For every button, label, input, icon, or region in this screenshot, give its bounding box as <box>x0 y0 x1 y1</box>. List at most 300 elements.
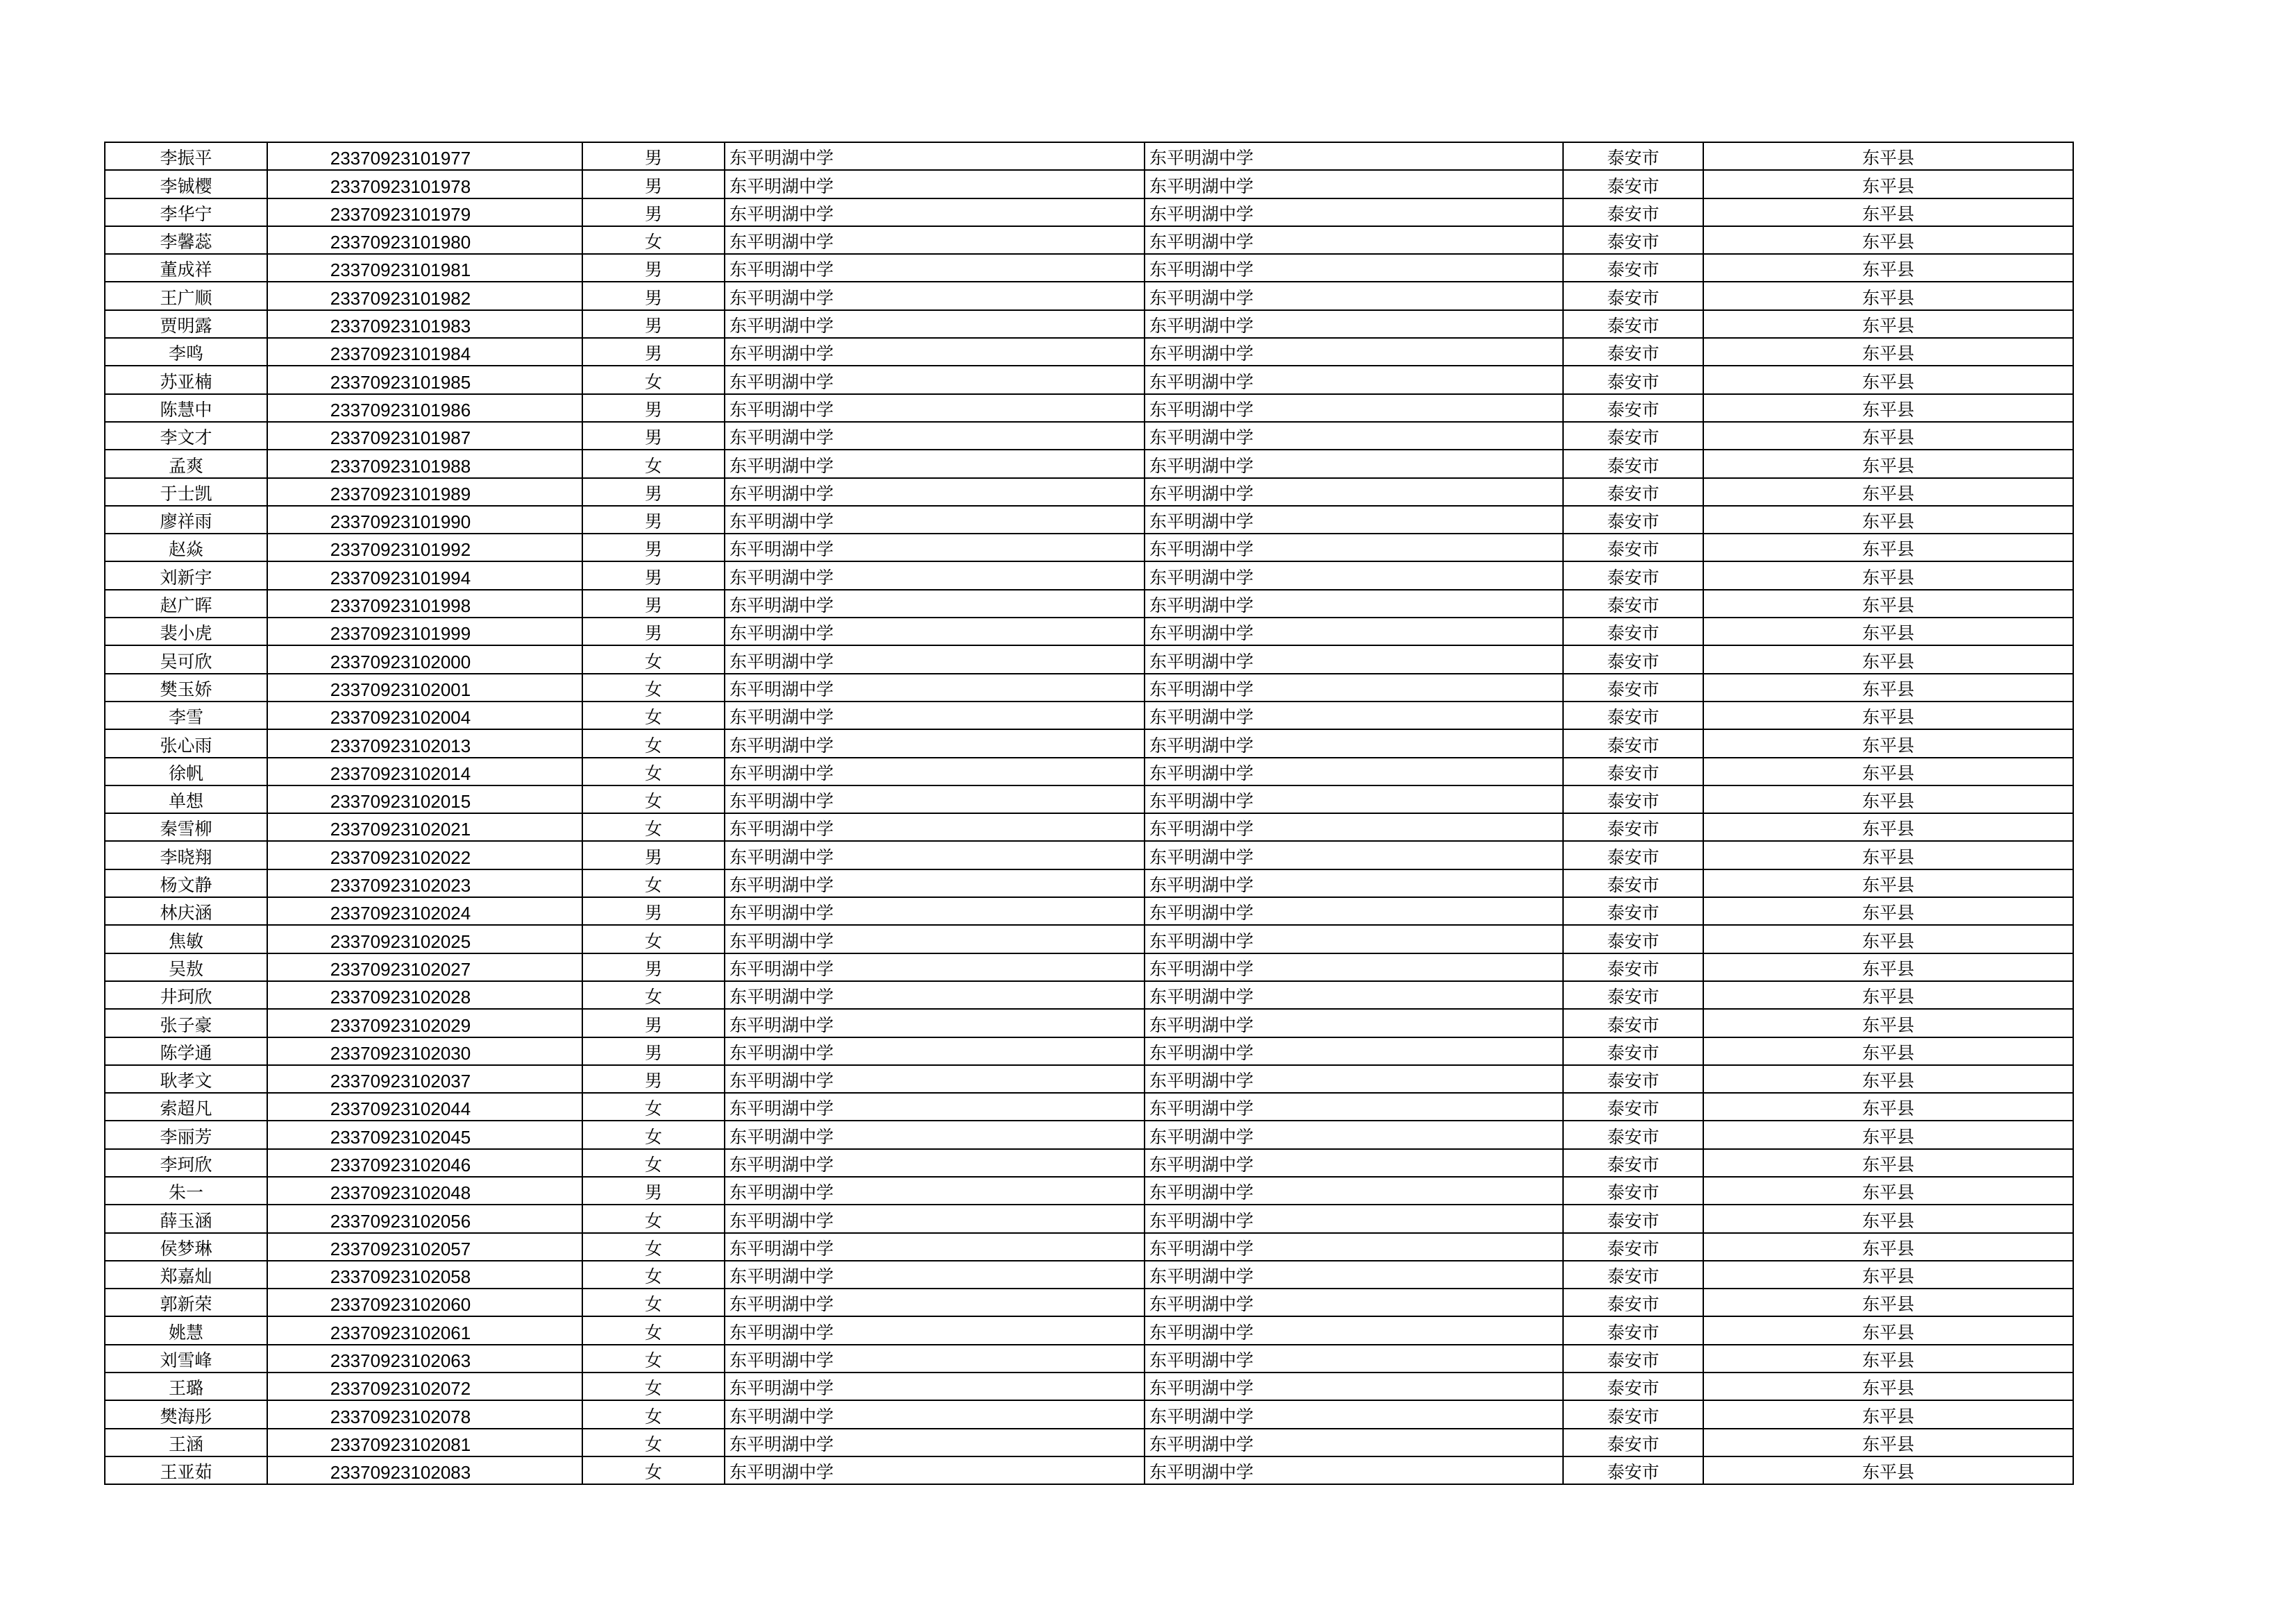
county-cell: 东平县 <box>1703 1289 2073 1316</box>
county-cell: 东平县 <box>1703 618 2073 645</box>
county-cell: 东平县 <box>1703 1456 2073 1484</box>
school-cell: 东平明湖中学 <box>725 1400 1145 1428</box>
county-cell: 东平县 <box>1703 282 2073 309</box>
exam-number-cell: 23370923102025 <box>267 925 582 953</box>
county-cell: 东平县 <box>1703 1400 2073 1428</box>
county-cell: 东平县 <box>1703 1149 2073 1177</box>
county-cell: 东平县 <box>1703 758 2073 785</box>
exam-site-cell: 东平明湖中学 <box>1145 561 1563 589</box>
school-cell: 东平明湖中学 <box>725 226 1145 254</box>
exam-site-cell: 东平明湖中学 <box>1145 925 1563 953</box>
county-cell: 东平县 <box>1703 338 2073 366</box>
exam-site-cell: 东平明湖中学 <box>1145 869 1563 897</box>
exam-number-cell: 23370923102014 <box>267 758 582 785</box>
city-cell: 泰安市 <box>1563 674 1703 702</box>
county-cell: 东平县 <box>1703 590 2073 618</box>
gender-cell: 女 <box>582 1373 725 1400</box>
gender-cell: 女 <box>582 758 725 785</box>
gender-cell: 男 <box>582 478 725 506</box>
exam-site-cell: 东平明湖中学 <box>1145 310 1563 338</box>
table-row <box>105 1149 2073 1177</box>
roster-table <box>104 142 2074 1485</box>
gender-cell: 女 <box>582 366 725 393</box>
exam-site-cell: 东平明湖中学 <box>1145 897 1563 925</box>
school-cell: 东平明湖中学 <box>725 478 1145 506</box>
exam-number-cell: 23370923102024 <box>267 897 582 925</box>
exam-site-cell: 东平明湖中学 <box>1145 478 1563 506</box>
student-name-cell: 杨文静 <box>105 869 267 897</box>
table-row <box>105 925 2073 953</box>
school-cell: 东平明湖中学 <box>725 981 1145 1009</box>
exam-site-cell: 东平明湖中学 <box>1145 785 1563 813</box>
exam-number-cell: 23370923102023 <box>267 869 582 897</box>
exam-number-cell: 23370923101977 <box>267 142 582 170</box>
exam-number-cell: 23370923101988 <box>267 450 582 477</box>
school-cell: 东平明湖中学 <box>725 841 1145 869</box>
county-cell: 东平县 <box>1703 674 2073 702</box>
exam-site-cell: 东平明湖中学 <box>1145 590 1563 618</box>
school-cell: 东平明湖中学 <box>725 1316 1145 1344</box>
city-cell: 泰安市 <box>1563 1373 1703 1400</box>
exam-site-cell: 东平明湖中学 <box>1145 1456 1563 1484</box>
exam-number-cell: 23370923101994 <box>267 561 582 589</box>
city-cell: 泰安市 <box>1563 1345 1703 1373</box>
exam-number-cell: 23370923101984 <box>267 338 582 366</box>
table-row <box>105 729 2073 757</box>
student-name-cell: 孟爽 <box>105 450 267 477</box>
school-cell: 东平明湖中学 <box>725 758 1145 785</box>
exam-number-cell: 23370923101998 <box>267 590 582 618</box>
student-name-cell: 林庆涵 <box>105 897 267 925</box>
exam-number-cell: 23370923102046 <box>267 1149 582 1177</box>
school-cell: 东平明湖中学 <box>725 254 1145 282</box>
city-cell: 泰安市 <box>1563 170 1703 198</box>
school-cell: 东平明湖中学 <box>725 1261 1145 1289</box>
county-cell: 东平县 <box>1703 561 2073 589</box>
exam-site-cell: 东平明湖中学 <box>1145 1400 1563 1428</box>
table-row <box>105 758 2073 785</box>
city-cell: 泰安市 <box>1563 841 1703 869</box>
student-name-cell: 姚慧 <box>105 1316 267 1344</box>
exam-site-cell: 东平明湖中学 <box>1145 1429 1563 1456</box>
student-name-cell: 张子豪 <box>105 1009 267 1037</box>
student-name-cell: 赵广晖 <box>105 590 267 618</box>
county-cell: 东平县 <box>1703 422 2073 450</box>
table-row <box>105 1177 2073 1205</box>
student-name-cell: 吴可欣 <box>105 645 267 673</box>
exam-site-cell: 东平明湖中学 <box>1145 1009 1563 1037</box>
exam-number-cell: 23370923102057 <box>267 1233 582 1261</box>
school-cell: 东平明湖中学 <box>725 897 1145 925</box>
county-cell: 东平县 <box>1703 254 2073 282</box>
county-cell: 东平县 <box>1703 645 2073 673</box>
student-name-cell: 李珂欣 <box>105 1149 267 1177</box>
city-cell: 泰安市 <box>1563 813 1703 841</box>
gender-cell: 女 <box>582 702 725 729</box>
student-name-cell: 王璐 <box>105 1373 267 1400</box>
city-cell: 泰安市 <box>1563 1093 1703 1121</box>
exam-number-cell: 23370923102037 <box>267 1065 582 1093</box>
city-cell: 泰安市 <box>1563 645 1703 673</box>
exam-site-cell: 东平明湖中学 <box>1145 813 1563 841</box>
student-name-cell: 陈学通 <box>105 1037 267 1065</box>
table-row <box>105 1373 2073 1400</box>
table-row <box>105 1400 2073 1428</box>
school-cell: 东平明湖中学 <box>725 1121 1145 1148</box>
county-cell: 东平县 <box>1703 1316 2073 1344</box>
city-cell: 泰安市 <box>1563 1233 1703 1261</box>
gender-cell: 男 <box>582 1065 725 1093</box>
city-cell: 泰安市 <box>1563 198 1703 226</box>
county-cell: 东平县 <box>1703 478 2073 506</box>
gender-cell: 男 <box>582 506 725 534</box>
school-cell: 东平明湖中学 <box>725 1233 1145 1261</box>
school-cell: 东平明湖中学 <box>725 1205 1145 1232</box>
exam-site-cell: 东平明湖中学 <box>1145 645 1563 673</box>
student-name-cell: 李丽芳 <box>105 1121 267 1148</box>
city-cell: 泰安市 <box>1563 1177 1703 1205</box>
city-cell: 泰安市 <box>1563 338 1703 366</box>
student-name-cell: 裴小虎 <box>105 618 267 645</box>
city-cell: 泰安市 <box>1563 729 1703 757</box>
school-cell: 东平明湖中学 <box>725 702 1145 729</box>
city-cell: 泰安市 <box>1563 282 1703 309</box>
exam-site-cell: 东平明湖中学 <box>1145 450 1563 477</box>
exam-site-cell: 东平明湖中学 <box>1145 338 1563 366</box>
city-cell: 泰安市 <box>1563 394 1703 422</box>
exam-site-cell: 东平明湖中学 <box>1145 1177 1563 1205</box>
school-cell: 东平明湖中学 <box>725 450 1145 477</box>
city-cell: 泰安市 <box>1563 897 1703 925</box>
student-name-cell: 赵焱 <box>105 534 267 561</box>
county-cell: 东平县 <box>1703 1065 2073 1093</box>
city-cell: 泰安市 <box>1563 1009 1703 1037</box>
table-row <box>105 1316 2073 1344</box>
gender-cell: 女 <box>582 1429 725 1456</box>
exam-site-cell: 东平明湖中学 <box>1145 1093 1563 1121</box>
school-cell: 东平明湖中学 <box>725 1345 1145 1373</box>
school-cell: 东平明湖中学 <box>725 1149 1145 1177</box>
gender-cell: 男 <box>582 590 725 618</box>
gender-cell: 女 <box>582 785 725 813</box>
student-name-cell: 贾明露 <box>105 310 267 338</box>
exam-number-cell: 23370923102083 <box>267 1456 582 1484</box>
exam-site-cell: 东平明湖中学 <box>1145 1316 1563 1344</box>
exam-number-cell: 23370923102004 <box>267 702 582 729</box>
school-cell: 东平明湖中学 <box>725 1456 1145 1484</box>
exam-site-cell: 东平明湖中学 <box>1145 1205 1563 1232</box>
student-name-cell: 董成祥 <box>105 254 267 282</box>
school-cell: 东平明湖中学 <box>725 338 1145 366</box>
school-cell: 东平明湖中学 <box>725 645 1145 673</box>
table-row <box>105 561 2073 589</box>
exam-site-cell: 东平明湖中学 <box>1145 674 1563 702</box>
student-name-cell: 李雪 <box>105 702 267 729</box>
exam-number-cell: 23370923101982 <box>267 282 582 309</box>
exam-number-cell: 23370923102001 <box>267 674 582 702</box>
city-cell: 泰安市 <box>1563 702 1703 729</box>
gender-cell: 男 <box>582 170 725 198</box>
exam-site-cell: 东平明湖中学 <box>1145 1149 1563 1177</box>
school-cell: 东平明湖中学 <box>725 729 1145 757</box>
exam-number-cell: 23370923102028 <box>267 981 582 1009</box>
gender-cell: 男 <box>582 1009 725 1037</box>
student-name-cell: 苏亚楠 <box>105 366 267 393</box>
city-cell: 泰安市 <box>1563 1316 1703 1344</box>
exam-site-cell: 东平明湖中学 <box>1145 394 1563 422</box>
student-name-cell: 王广顺 <box>105 282 267 309</box>
table-row <box>105 1121 2073 1148</box>
table-row <box>105 1205 2073 1232</box>
exam-site-cell: 东平明湖中学 <box>1145 254 1563 282</box>
exam-number-cell: 23370923101978 <box>267 170 582 198</box>
school-cell: 东平明湖中学 <box>725 1065 1145 1093</box>
school-cell: 东平明湖中学 <box>725 1093 1145 1121</box>
city-cell: 泰安市 <box>1563 450 1703 477</box>
school-cell: 东平明湖中学 <box>725 953 1145 981</box>
county-cell: 东平县 <box>1703 953 2073 981</box>
table-row <box>105 869 2073 897</box>
exam-site-cell: 东平明湖中学 <box>1145 1289 1563 1316</box>
exam-number-cell: 23370923102063 <box>267 1345 582 1373</box>
gender-cell: 男 <box>582 953 725 981</box>
school-cell: 东平明湖中学 <box>725 366 1145 393</box>
student-name-cell: 徐帆 <box>105 758 267 785</box>
table-row <box>105 1065 2073 1093</box>
exam-number-cell: 23370923102022 <box>267 841 582 869</box>
city-cell: 泰安市 <box>1563 869 1703 897</box>
gender-cell: 女 <box>582 1233 725 1261</box>
gender-cell: 男 <box>582 841 725 869</box>
student-name-cell: 刘新宇 <box>105 561 267 589</box>
school-cell: 东平明湖中学 <box>725 198 1145 226</box>
student-name-cell: 刘雪峰 <box>105 1345 267 1373</box>
school-cell: 东平明湖中学 <box>725 534 1145 561</box>
gender-cell: 女 <box>582 1400 725 1428</box>
gender-cell: 男 <box>582 338 725 366</box>
gender-cell: 男 <box>582 1037 725 1065</box>
student-name-cell: 樊海彤 <box>105 1400 267 1428</box>
table-row <box>105 981 2073 1009</box>
school-cell: 东平明湖中学 <box>725 1177 1145 1205</box>
exam-number-cell: 23370923102000 <box>267 645 582 673</box>
county-cell: 东平县 <box>1703 142 2073 170</box>
school-cell: 东平明湖中学 <box>725 618 1145 645</box>
city-cell: 泰安市 <box>1563 981 1703 1009</box>
student-name-cell: 王亚茹 <box>105 1456 267 1484</box>
exam-number-cell: 23370923101992 <box>267 534 582 561</box>
table-row <box>105 1345 2073 1373</box>
table-row <box>105 366 2073 393</box>
exam-number-cell: 23370923102061 <box>267 1316 582 1344</box>
county-cell: 东平县 <box>1703 1261 2073 1289</box>
exam-number-cell: 23370923101986 <box>267 394 582 422</box>
city-cell: 泰安市 <box>1563 142 1703 170</box>
exam-number-cell: 23370923101985 <box>267 366 582 393</box>
school-cell: 东平明湖中学 <box>725 674 1145 702</box>
table-row <box>105 450 2073 477</box>
gender-cell: 男 <box>582 394 725 422</box>
county-cell: 东平县 <box>1703 1177 2073 1205</box>
student-name-cell: 李晓翔 <box>105 841 267 869</box>
exam-site-cell: 东平明湖中学 <box>1145 1065 1563 1093</box>
exam-number-cell: 23370923102078 <box>267 1400 582 1428</box>
school-cell: 东平明湖中学 <box>725 925 1145 953</box>
table-row <box>105 170 2073 198</box>
gender-cell: 男 <box>582 897 725 925</box>
city-cell: 泰安市 <box>1563 1289 1703 1316</box>
county-cell: 东平县 <box>1703 450 2073 477</box>
exam-site-cell: 东平明湖中学 <box>1145 618 1563 645</box>
exam-number-cell: 23370923102056 <box>267 1205 582 1232</box>
exam-site-cell: 东平明湖中学 <box>1145 953 1563 981</box>
gender-cell: 女 <box>582 1345 725 1373</box>
school-cell: 东平明湖中学 <box>725 170 1145 198</box>
student-name-cell: 郑嘉灿 <box>105 1261 267 1289</box>
school-cell: 东平明湖中学 <box>725 1037 1145 1065</box>
city-cell: 泰安市 <box>1563 1121 1703 1148</box>
table-row <box>105 478 2073 506</box>
gender-cell: 男 <box>582 282 725 309</box>
gender-cell: 女 <box>582 1093 725 1121</box>
gender-cell: 男 <box>582 1177 725 1205</box>
exam-site-cell: 东平明湖中学 <box>1145 1345 1563 1373</box>
gender-cell: 男 <box>582 254 725 282</box>
county-cell: 东平县 <box>1703 534 2073 561</box>
school-cell: 东平明湖中学 <box>725 813 1145 841</box>
exam-number-cell: 23370923102081 <box>267 1429 582 1456</box>
city-cell: 泰安市 <box>1563 590 1703 618</box>
city-cell: 泰安市 <box>1563 478 1703 506</box>
table-row <box>105 254 2073 282</box>
county-cell: 东平县 <box>1703 841 2073 869</box>
county-cell: 东平县 <box>1703 506 2073 534</box>
exam-number-cell: 23370923101987 <box>267 422 582 450</box>
city-cell: 泰安市 <box>1563 1037 1703 1065</box>
exam-number-cell: 23370923102045 <box>267 1121 582 1148</box>
city-cell: 泰安市 <box>1563 925 1703 953</box>
exam-site-cell: 东平明湖中学 <box>1145 506 1563 534</box>
exam-site-cell: 东平明湖中学 <box>1145 170 1563 198</box>
gender-cell: 男 <box>582 561 725 589</box>
exam-number-cell: 23370923101989 <box>267 478 582 506</box>
table-row <box>105 506 2073 534</box>
gender-cell: 男 <box>582 198 725 226</box>
student-name-cell: 耿孝文 <box>105 1065 267 1093</box>
school-cell: 东平明湖中学 <box>725 142 1145 170</box>
table-row <box>105 590 2073 618</box>
city-cell: 泰安市 <box>1563 1261 1703 1289</box>
city-cell: 泰安市 <box>1563 226 1703 254</box>
exam-site-cell: 东平明湖中学 <box>1145 729 1563 757</box>
county-cell: 东平县 <box>1703 925 2073 953</box>
county-cell: 东平县 <box>1703 1009 2073 1037</box>
exam-site-cell: 东平明湖中学 <box>1145 226 1563 254</box>
table-row <box>105 897 2073 925</box>
student-name-cell: 李文才 <box>105 422 267 450</box>
exam-site-cell: 东平明湖中学 <box>1145 1233 1563 1261</box>
student-name-cell: 薛玉涵 <box>105 1205 267 1232</box>
table-row <box>105 1233 2073 1261</box>
table-row <box>105 198 2073 226</box>
gender-cell: 女 <box>582 729 725 757</box>
county-cell: 东平县 <box>1703 869 2073 897</box>
table-row <box>105 1456 2073 1484</box>
gender-cell: 女 <box>582 1205 725 1232</box>
exam-site-cell: 东平明湖中学 <box>1145 1373 1563 1400</box>
student-name-cell: 井珂欣 <box>105 981 267 1009</box>
table-row <box>105 841 2073 869</box>
gender-cell: 女 <box>582 450 725 477</box>
school-cell: 东平明湖中学 <box>725 506 1145 534</box>
gender-cell: 男 <box>582 618 725 645</box>
table-row <box>105 1289 2073 1316</box>
exam-number-cell: 23370923102030 <box>267 1037 582 1065</box>
student-name-cell: 樊玉娇 <box>105 674 267 702</box>
exam-number-cell: 23370923101983 <box>267 310 582 338</box>
exam-site-cell: 东平明湖中学 <box>1145 1037 1563 1065</box>
student-name-cell: 侯梦琳 <box>105 1233 267 1261</box>
county-cell: 东平县 <box>1703 813 2073 841</box>
student-name-cell: 李华宁 <box>105 198 267 226</box>
student-name-cell: 朱一 <box>105 1177 267 1205</box>
school-cell: 东平明湖中学 <box>725 1373 1145 1400</box>
city-cell: 泰安市 <box>1563 785 1703 813</box>
gender-cell: 男 <box>582 422 725 450</box>
exam-number-cell: 23370923102021 <box>267 813 582 841</box>
exam-number-cell: 23370923101980 <box>267 226 582 254</box>
student-name-cell: 李鸣 <box>105 338 267 366</box>
city-cell: 泰安市 <box>1563 1400 1703 1428</box>
exam-number-cell: 23370923102048 <box>267 1177 582 1205</box>
school-cell: 东平明湖中学 <box>725 1429 1145 1456</box>
table-row <box>105 1093 2073 1121</box>
school-cell: 东平明湖中学 <box>725 590 1145 618</box>
exam-site-cell: 东平明湖中学 <box>1145 282 1563 309</box>
gender-cell: 男 <box>582 142 725 170</box>
student-name-cell: 王涵 <box>105 1429 267 1456</box>
exam-site-cell: 东平明湖中学 <box>1145 422 1563 450</box>
table-row <box>105 226 2073 254</box>
school-cell: 东平明湖中学 <box>725 561 1145 589</box>
exam-number-cell: 23370923101981 <box>267 254 582 282</box>
city-cell: 泰安市 <box>1563 1065 1703 1093</box>
county-cell: 东平县 <box>1703 1373 2073 1400</box>
student-name-cell: 单想 <box>105 785 267 813</box>
table-row <box>105 785 2073 813</box>
exam-site-cell: 东平明湖中学 <box>1145 841 1563 869</box>
county-cell: 东平县 <box>1703 1429 2073 1456</box>
exam-number-cell: 23370923102058 <box>267 1261 582 1289</box>
exam-site-cell: 东平明湖中学 <box>1145 1261 1563 1289</box>
table-row <box>105 1009 2073 1037</box>
school-cell: 东平明湖中学 <box>725 422 1145 450</box>
gender-cell: 女 <box>582 925 725 953</box>
student-name-cell: 李铖樱 <box>105 170 267 198</box>
gender-cell: 男 <box>582 310 725 338</box>
gender-cell: 女 <box>582 1261 725 1289</box>
county-cell: 东平县 <box>1703 981 2073 1009</box>
table-row <box>105 618 2073 645</box>
table-row <box>105 282 2073 309</box>
school-cell: 东平明湖中学 <box>725 785 1145 813</box>
exam-site-cell: 东平明湖中学 <box>1145 758 1563 785</box>
gender-cell: 女 <box>582 981 725 1009</box>
city-cell: 泰安市 <box>1563 422 1703 450</box>
exam-number-cell: 23370923102015 <box>267 785 582 813</box>
table-row <box>105 534 2073 561</box>
county-cell: 东平县 <box>1703 1345 2073 1373</box>
